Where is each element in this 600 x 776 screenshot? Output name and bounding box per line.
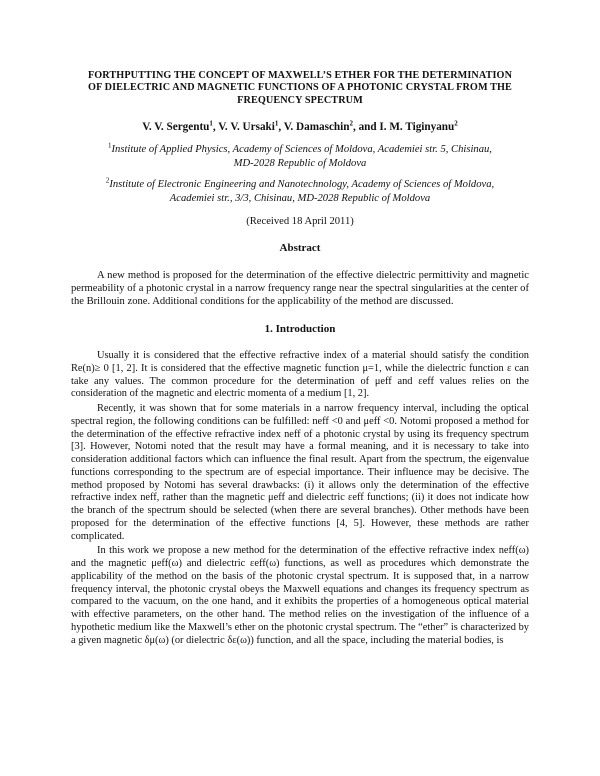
introduction-body <box>71 350 529 647</box>
author-affiliation-mark: 2 <box>349 119 353 128</box>
affiliation-line: Institute of Electronic Engineering and Nanotechnology, Academy of Sciences of Moldova, <box>109 179 495 191</box>
author-name: V. V. Sergentu <box>142 121 210 134</box>
author-name: V. Damaschin <box>283 121 350 134</box>
author-separator: , and <box>352 121 380 134</box>
body-paragraph: Usually it is considered that the effective refractive index of a material should satisfy the condition Re(n)≥ 0 [1, 2]. It is considered that the effective magnetic function μ=1, while the dielectric function ε can take any values. The common procedure for the determination of μeff and εeff values relies on the consideration of the magnetic and electric momenta of a medium [1, 2]. <box>71 350 529 400</box>
abstract-text: A new method is proposed for the determination of the effective dielectric permittivity and magnetic permeability of a photonic crystal in a narrow frequency range near the spectral singularities at the center of the Brillouin zone. Additional conditions for the applicability of the method are discussed. <box>71 269 529 307</box>
author-list <box>71 120 529 134</box>
abstract-heading: Abstract <box>279 241 321 254</box>
author-affiliation-mark: 1 <box>274 119 279 128</box>
affiliation-line: Institute of Applied Physics, Academy of Sciences of Moldova, Academiei str. 5, Chisinau, <box>111 144 492 156</box>
author-affiliation-mark: 1 <box>209 119 213 128</box>
author-name: V. V. Ursaki <box>218 121 275 134</box>
body-paragraph: Recently, it was shown that for some materials in a narrow frequency interval, including the optical spectral region, the following conditions can be fulfilled: neff <0 and μeff <0. Notomi proposed a method for the determination of the effective refractive index neff of a photonic crystal by using its frequency spectrum [3]. However, Notomi noted that the result may have a formal meaning, and it is necessary to take into consideration additional factors which can influence the final result. Apart from the spectrum, the eigenvalue functions corresponding to the spectrum are of especial importance. Their influence may be decisive. The method proposed by Notomi has several drawbacks: (i) it allows only the determination of the effective refractive index neff, rather than the magnetic μeff and dielectric εeff functions; (ii) it does not indicate how the branch of the spectrum should be selected (when there are several branches). Other methods have been proposed for the determination of the effective functions [4, 5]. However, these methods are rather complicated. <box>71 403 529 542</box>
author-name: I. M. Tiginyanu <box>379 121 455 134</box>
title-line: FREQUENCY SPECTRUM <box>237 94 363 106</box>
title-line: OF DIELECTRIC AND MAGNETIC FUNCTIONS OF A PHOTONIC CRYSTAL FROM THE <box>88 82 512 94</box>
section-heading-introduction: 1. Introduction <box>264 323 336 336</box>
affiliation <box>71 178 529 205</box>
author-separator: , <box>278 121 284 134</box>
affiliation-mark: 1 <box>108 141 112 150</box>
body-paragraph: In this work we propose a new method for the determination of the effective refractive index neff(ω) and the magnetic μeff(ω) and dielectric εeff(ω) functions, as well as procedures which demonstrate the applicability of the method on the basis of the photonic crystal spectrum. It is supposed that, in a narrow frequency interval, the photonic crystal obeys the Maxwell equations and changes its frequency spectrum as compared to the vacuum, on the one hand, and it exhibits the properties of a homogeneous optical material with effective parameters, on the other hand. The method relies on the investigation of the influence of a hypothetic medium like the Maxwell’s ether on the photonic crystal spectrum. The “ether” is characterized by a given magnetic δμ(ω) (or dielectric δε(ω)) function, and all the space, including the material bodies, is <box>71 545 529 646</box>
affiliation-line: MD-2028 Republic of Moldova <box>233 157 367 169</box>
affiliation-mark: 2 <box>105 176 110 185</box>
title-line: FORTHPUTTING THE CONCEPT OF MAXWELL’S ETHER FOR THE DETERMINATION <box>87 70 513 81</box>
received-date: (Received 18 April 2011) <box>246 215 354 227</box>
author-affiliation-mark: 2 <box>454 119 458 128</box>
author-separator: , <box>212 121 219 134</box>
affiliation <box>71 143 529 170</box>
paper-title <box>71 0 529 107</box>
affiliation-line: Academiei str., 3/3, Chisinau, MD-2028 Republic of Moldova <box>169 193 431 204</box>
